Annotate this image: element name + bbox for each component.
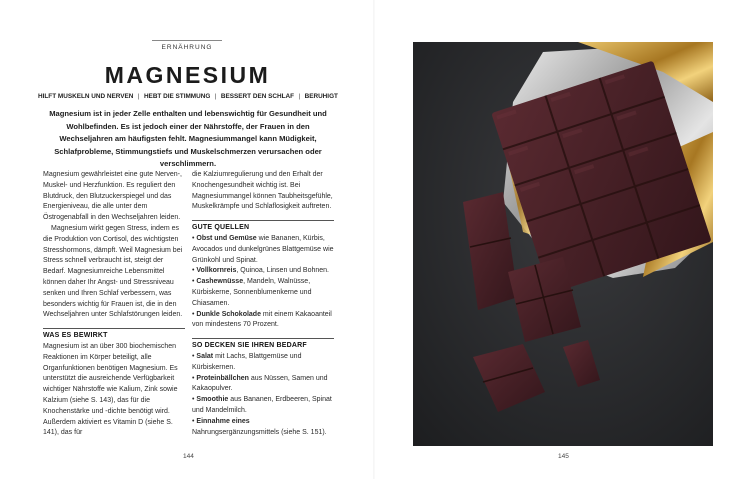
paragraph: Magnesium gewährleistet eine gute Nerven-, Muskel- und Herzfunktion. Es reguliert den Blutdruck, den Blutzuckerspiegel und das Energieniveau, die alle unter dem Östrogenabfall in den Wechseljahren leiden. bbox=[43, 171, 182, 222]
tagline-item: HEBT DIE STIMMUNG bbox=[143, 93, 211, 100]
list-item: • Smoothie aus Bananen, Erdbeeren, Spinat und Mandelmilch. bbox=[192, 396, 332, 414]
chocolate-photo bbox=[413, 42, 713, 446]
paragraph: Magnesium wirkt gegen Stress, indem es die Produktion von Cortisol, des wichtigsten Stresshormons, dämpft. Weil Magnesium bei Stress schnell verbraucht ist, steigt der Bedarf. Magnesiumreiche Lebensmittel können daher Ihr Angst- und Stressniveau senken und Ihren Schlaf verbessern, was besonders wichtig für Frauen ist, die in den Wechseljahren unter Schlafstörungen leiden. bbox=[43, 224, 183, 319]
tagline bbox=[38, 93, 338, 100]
page-title: MAGNESIUM bbox=[104, 62, 271, 88]
list-item: • Cashewnüsse, Mandeln, Walnüsse, Kürbiskerne, Sonnenblumenkerne und Chiasamen. bbox=[192, 278, 312, 307]
intro-paragraph: Magnesium ist in jeder Zelle enthalten und lebenswichtig für Gesundheit und Wohlbefinden. Es ist jedoch einer der Nährstoffe, der Frauen in den Wechseljahren am häufigsten fehlt. Magnesiummangel kann Müdigkeit, Schlafprobleme, Stimmungstiefs und Muskelschmerzen verursachen oder verschlimmern. bbox=[49, 109, 327, 169]
list-item: • Proteinbällchen aus Nüssen, Samen und Kakaopulver. bbox=[192, 374, 328, 393]
page-number: 145 bbox=[558, 453, 569, 460]
list-item: • Obst und Gemüse wie Bananen, Kürbis, Avocados und dunkelgrünes Blattgemüse wie Grünkohl und Spinat. bbox=[192, 234, 334, 264]
list-item: • Vollkornreis, Quinoa, Linsen und Bohnen. bbox=[192, 267, 329, 275]
text-column-2 bbox=[192, 170, 334, 438]
tagline-item: BESSERT DEN SCHLAF bbox=[220, 93, 295, 100]
page-number: 144 bbox=[183, 453, 194, 460]
tagline-separator: | bbox=[214, 93, 217, 100]
list-item: • Salat mit Lachs, Blattgemüse und Kürbiskernen. bbox=[192, 352, 302, 371]
tagline-separator: | bbox=[298, 93, 301, 100]
tagline-item: HILFT MUSKELN UND NERVEN bbox=[38, 93, 134, 100]
list-item: • Einnahme eines Nahrungsergänzungsmittels (siehe S. 151). bbox=[192, 417, 327, 436]
section-label: ERNÄHRUNG bbox=[152, 40, 222, 51]
section-heading: WAS ES BEWIRKT bbox=[43, 328, 185, 342]
list-item: • Dunkle Schokolade mit einem Kakaoanteil von mindestens 70 Prozent. bbox=[192, 310, 332, 329]
tagline-separator: | bbox=[137, 93, 140, 100]
text-column-1 bbox=[43, 170, 185, 439]
section-heading: GUTE QUELLEN bbox=[192, 220, 334, 234]
section-heading: SO DECKEN SIE IHREN BEDARF bbox=[192, 338, 334, 352]
paragraph: die Kalziumregulierung und den Erhalt der Knochengesundheit wichtig ist. Bei Magnesiummangel können Taubheitsgefühle, Muskelkrämpfe und Schlaflosigkeit auftreten. bbox=[192, 171, 333, 211]
tagline-item: BERUHIGT bbox=[304, 93, 338, 100]
paragraph: Magnesium ist an über 300 biochemischen Reaktionen im Körper beteiligt, alle Organfunktionen benötigen Magnesium. Es unterstützt die ausreichende Verfügbarkeit wichtiger Nährstoffe wie Kalium, Zink sowie Kalzium (siehe S. 143), das für die Knochenstärke und -dichte benötigt wird. Außerdem aktiviert es Vitamin D (siehe S. 141), das für bbox=[43, 342, 178, 437]
